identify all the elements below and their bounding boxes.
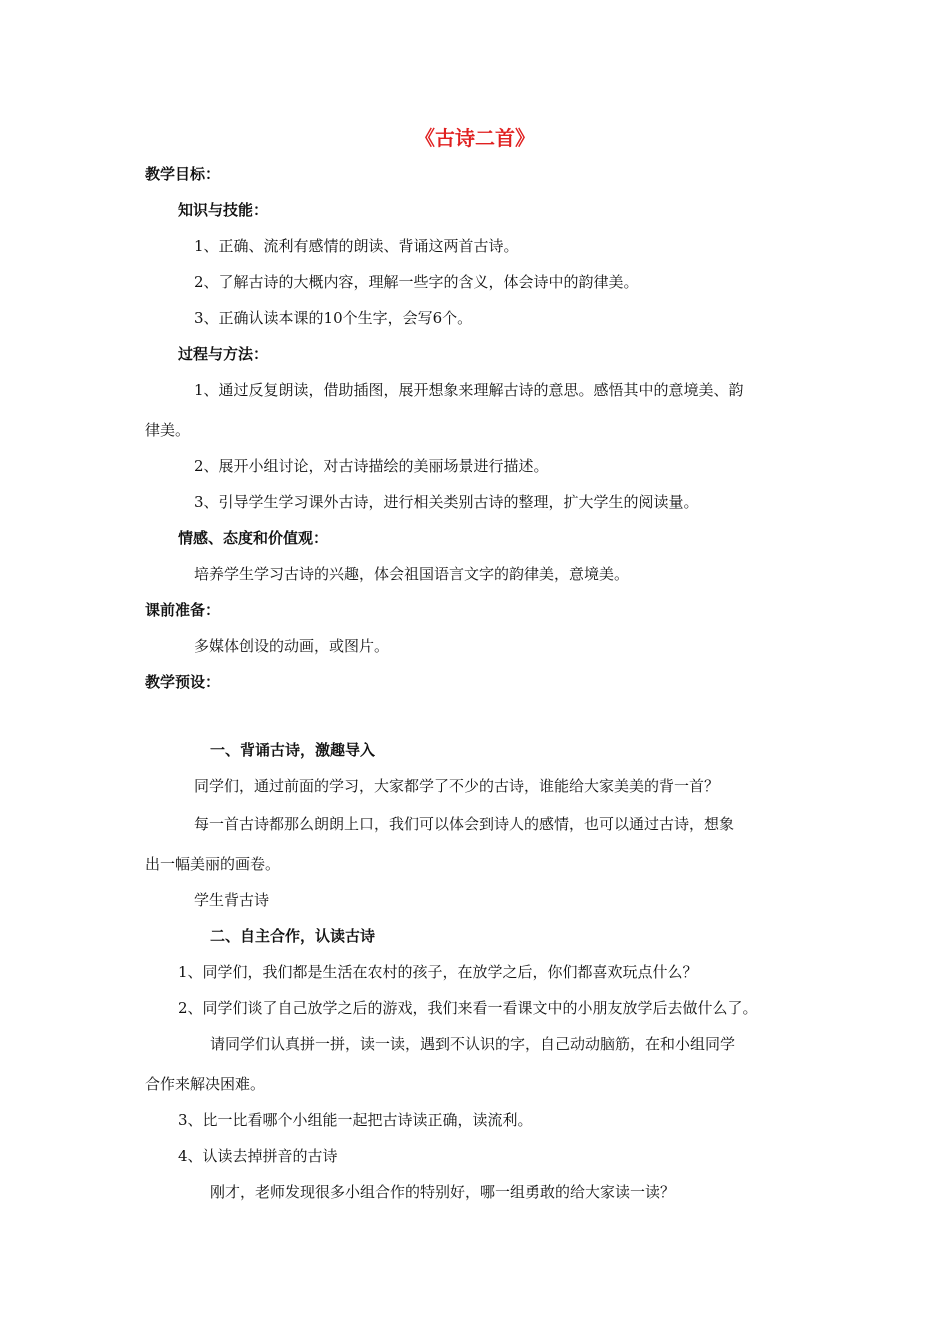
section2-item-2: 2、同学们谈了自己放学之后的游戏，我们来看一看课文中的小朋友放学后去做什么了。 <box>178 999 758 1017</box>
process-item-1-continued: 律美。 <box>145 421 191 439</box>
process-item-3: 3、引导学生学习课外古诗，进行相关类别古诗的整理，扩大学生的阅读量。 <box>194 493 699 511</box>
section1-paragraph-2-continued: 出一幅美丽的画卷。 <box>145 855 281 873</box>
section1-heading: 一、背诵古诗，激趣导入 <box>210 741 376 759</box>
emotion-text: 培养学生学习古诗的兴趣，体会祖国语言文字的韵律美，意境美。 <box>194 565 630 583</box>
section2-paragraph-1: 请同学们认真拼一拼，读一读，遇到不认识的字，自己动动脑筋，在和小组同学 <box>210 1035 736 1053</box>
section1-paragraph-2: 每一首古诗都那么朗朗上口，我们可以体会到诗人的感情，也可以通过古诗，想象 <box>194 815 735 833</box>
section1-paragraph-1: 同学们，通过前面的学习，大家都学了不少的古诗，谁能给大家美美的背一首？ <box>194 777 720 795</box>
section2-heading: 二、自主合作，认读古诗 <box>210 927 376 945</box>
section2-paragraph-1-continued: 合作来解决困难。 <box>145 1075 266 1093</box>
knowledge-item-3: 3、正确认读本课的10个生字，会写6个。 <box>194 309 473 327</box>
section2-item-4: 4、认读去掉拼音的古诗 <box>178 1147 338 1165</box>
emotion-heading: 情感、态度和价值观： <box>178 529 329 547</box>
knowledge-heading: 知识与技能： <box>178 201 269 219</box>
section2-paragraph-2: 刚才，老师发现很多小组合作的特别好，哪一组勇敢的给大家读一读？ <box>210 1183 676 1201</box>
prep-heading: 课前准备： <box>145 601 221 619</box>
section2-item-1: 1、同学们，我们都是生活在农村的孩子，在放学之后，你们都喜欢玩点什么？ <box>178 963 698 981</box>
process-heading: 过程与方法： <box>178 345 269 363</box>
document-title: 《古诗二首》 <box>415 126 535 150</box>
process-item-2: 2、展开小组讨论，对古诗描绘的美丽场景进行描述。 <box>194 457 549 475</box>
section1-paragraph-3: 学生背古诗 <box>194 891 270 909</box>
process-item-1: 1、通过反复朗读，借助插图，展开想象来理解古诗的意思。感悟其中的意境美、韵 <box>194 381 744 399</box>
knowledge-item-2: 2、了解古诗的大概内容，理解一些字的含义，体会诗中的韵律美。 <box>194 273 639 291</box>
knowledge-item-1: 1、正确、流利有感情的朗读、背诵这两首古诗。 <box>194 237 519 255</box>
prep-text: 多媒体创设的动画，或图片。 <box>194 637 390 655</box>
design-heading: 教学预设： <box>145 673 221 691</box>
section2-item-3: 3、比一比看哪个小组能一起把古诗读正确，读流利。 <box>178 1111 533 1129</box>
goals-heading: 教学目标： <box>145 165 221 183</box>
